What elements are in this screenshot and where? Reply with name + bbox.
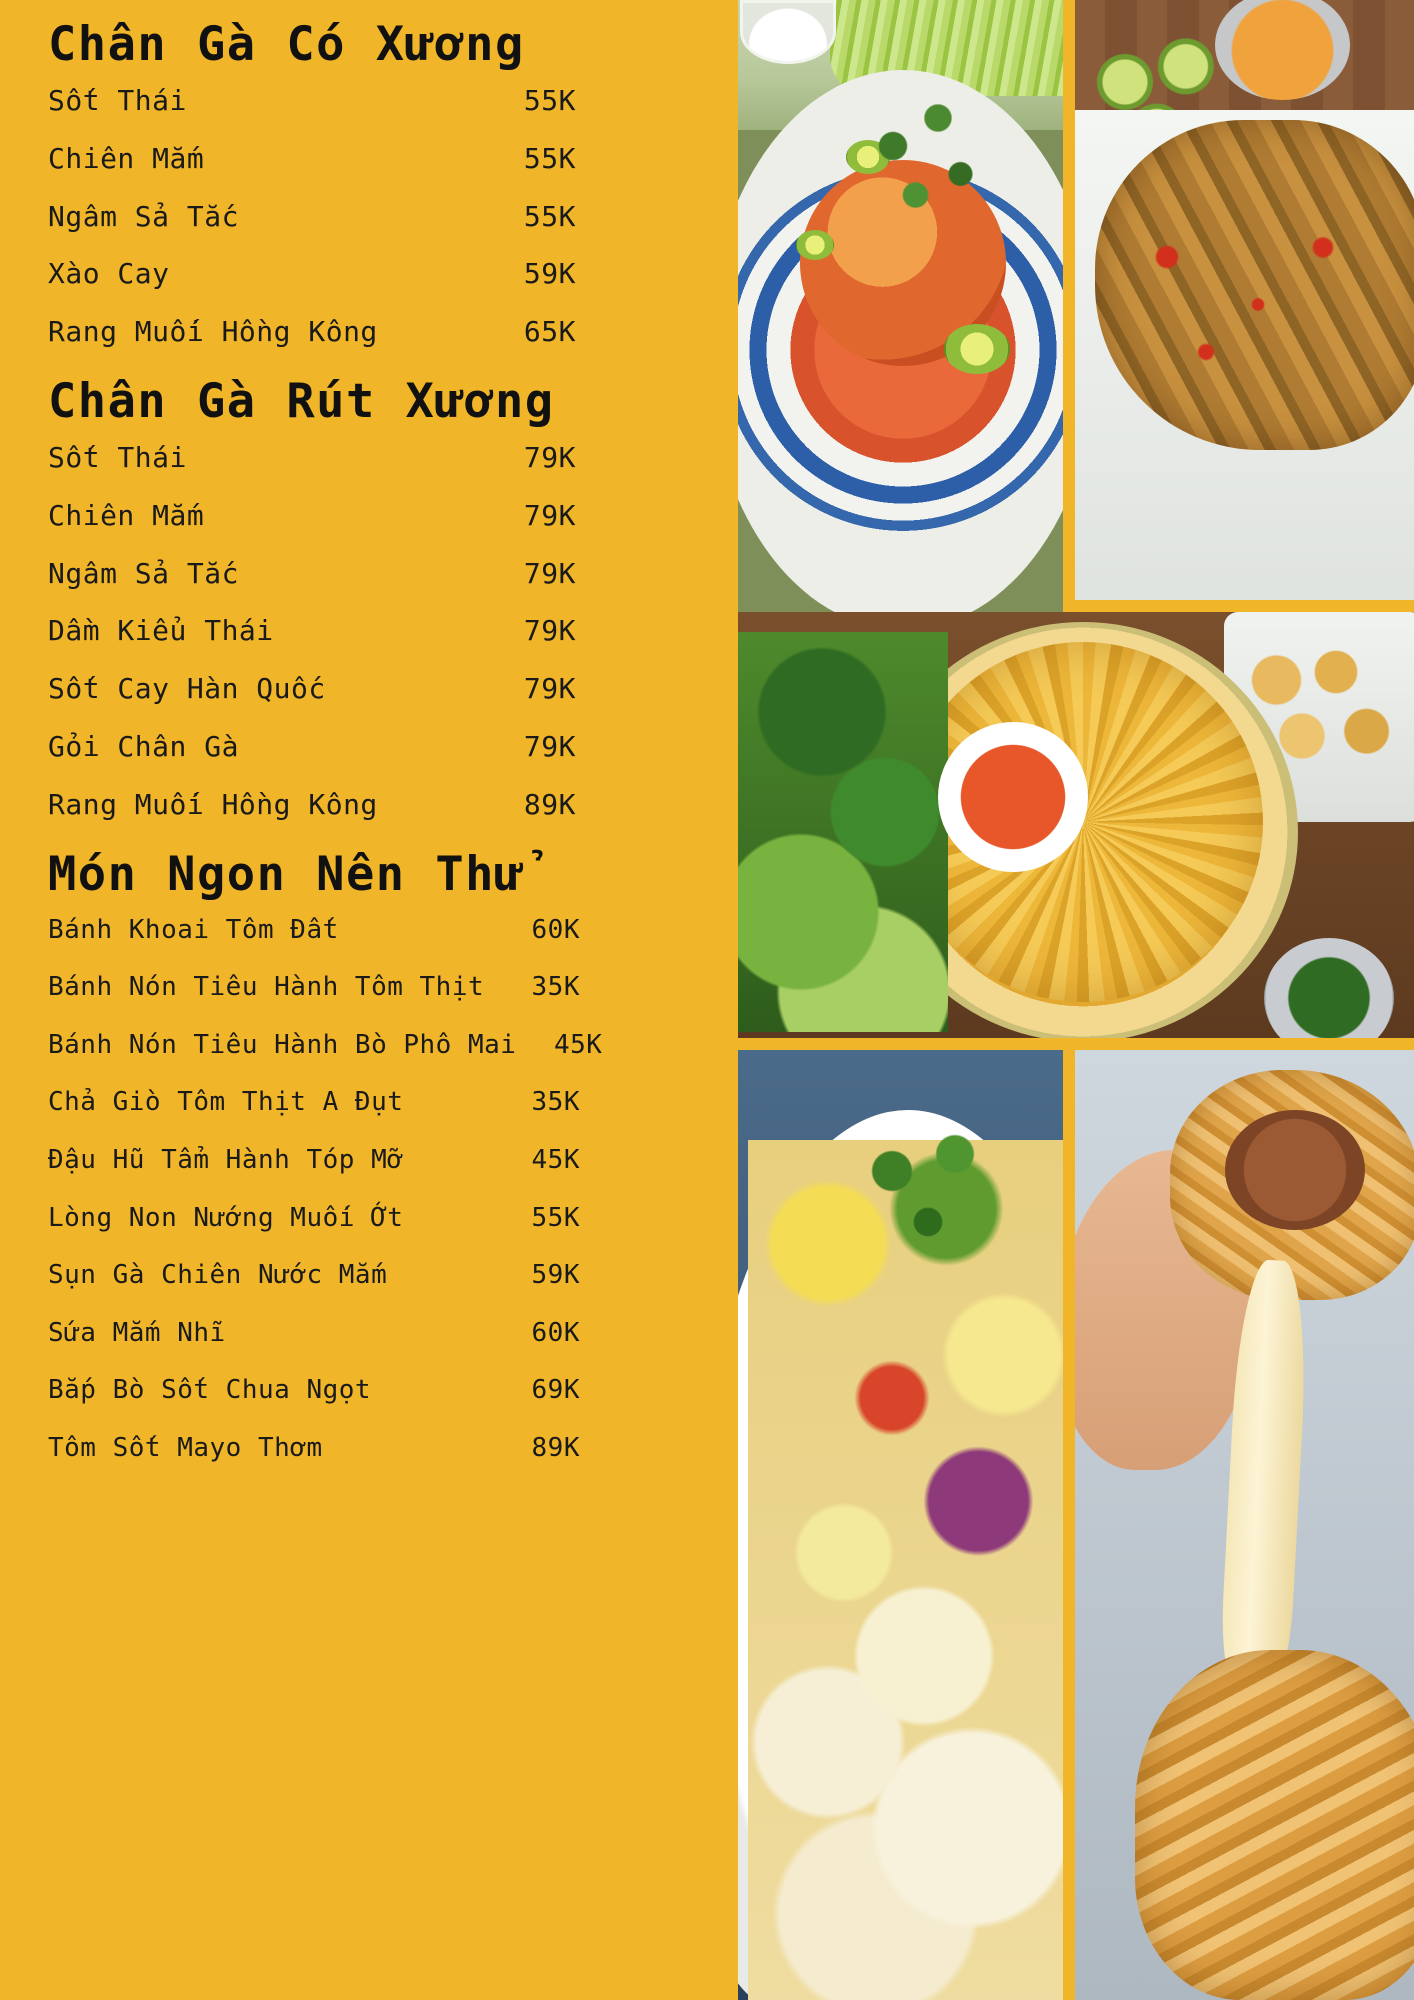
- menu-item: [48, 1146, 728, 1175]
- menu-item-price: 69K: [531, 1375, 580, 1406]
- menu-item-price: 59K: [523, 257, 576, 291]
- menu-item-price: 55K: [523, 84, 576, 118]
- menu-section-3: [48, 848, 728, 1463]
- menu-item-price: 55K: [523, 199, 576, 233]
- menu-item-name: Chiên Mắm: [48, 498, 205, 532]
- menu-item-list-2: [48, 443, 728, 821]
- menu-item-name: Sốt Thái: [48, 84, 187, 118]
- menu-item-name: Đậu Hũ Tẩm Hành Tóp Mỡ: [48, 1145, 404, 1176]
- menu-item: [48, 787, 728, 821]
- menu-item-name: Bắp Bò Sốt Chua Ngọt: [48, 1375, 372, 1406]
- menu-item-name: Chả Giò Tôm Thịt A Đụt: [48, 1087, 404, 1118]
- menu-item-name: Bánh Nón Tiêu Hành Tôm Thịt: [48, 972, 485, 1003]
- menu-item-price: 89K: [531, 1433, 580, 1464]
- menu-item-name: Xào Cay: [48, 257, 170, 291]
- menu-item-name: Sốt Cay Hàn Quốc: [48, 672, 326, 706]
- menu-item: [48, 674, 728, 705]
- menu-item-price: 35K: [531, 972, 580, 1003]
- menu-item: [48, 1088, 728, 1117]
- food-photo-fried-chicken-feet: [1075, 0, 1414, 600]
- menu-item-price: 60K: [531, 1317, 580, 1348]
- menu-item-name: Chiên Mắm: [48, 141, 205, 175]
- menu-item-name: Sứa Mắm Nhĩ: [48, 1317, 226, 1348]
- menu-item: [48, 732, 728, 763]
- menu-item: [48, 443, 728, 474]
- menu-item-name: Rang Muối Hồng Kông: [48, 315, 378, 349]
- menu-item-name: Dầm Kiểu Thái: [48, 614, 274, 648]
- menu-item-price: 59K: [531, 1260, 580, 1291]
- menu-item-name: Bánh Nón Tiêu Hành Bò Phô Mai: [48, 1029, 517, 1060]
- photo-collage: [728, 0, 1414, 2000]
- menu-item-name: Tôm Sốt Mayo Thơm: [48, 1433, 323, 1464]
- menu-section-2: [48, 375, 728, 821]
- section-title-2: Chân Gà Rút Xương: [48, 374, 555, 430]
- menu-item-price: 35K: [531, 1087, 580, 1118]
- menu-item-price: 79K: [523, 672, 576, 706]
- menu-item-list-3: [48, 916, 728, 1463]
- menu-item: [48, 199, 728, 233]
- menu-item: [48, 1376, 728, 1405]
- menu-section-1: [48, 18, 728, 348]
- menu-item-price: 89K: [523, 787, 576, 821]
- menu-item-price: 79K: [523, 441, 576, 475]
- menu-item-price: 79K: [523, 498, 576, 532]
- menu-item: [48, 141, 728, 175]
- menu-item: [48, 1319, 728, 1348]
- menu-item-name: Ngâm Sả Tắc: [48, 556, 239, 590]
- menu-item: [48, 1204, 728, 1233]
- menu-item-price: 65K: [523, 315, 576, 349]
- menu-item-price: 60K: [531, 914, 580, 945]
- menu-item-name: Sốt Thái: [48, 441, 187, 475]
- menu-item-price: 79K: [523, 556, 576, 590]
- menu-item: [48, 916, 728, 945]
- menu-item-name: Ngâm Sả Tắc: [48, 199, 239, 233]
- menu-item-name: Rang Muối Hồng Kông: [48, 787, 378, 821]
- menu-item: [48, 1031, 728, 1060]
- section-title-3: Món Ngon Nên Thử: [48, 846, 525, 902]
- menu-item: [48, 259, 728, 290]
- menu-item-price: 55K: [523, 141, 576, 175]
- menu-item: [48, 498, 728, 532]
- menu-item-name: Gỏi Chân Gà: [48, 730, 239, 764]
- food-photo-thai-sauce-chicken-feet: [738, 0, 1063, 640]
- menu-item-name: Lòng Non Nướng Muối Ớt: [48, 1202, 404, 1233]
- menu-item-name: Sụn Gà Chiên Nước Mắm: [48, 1260, 388, 1291]
- menu-item: [48, 1434, 728, 1463]
- menu-item-price: 79K: [523, 614, 576, 648]
- food-photo-banh-xeo: [738, 612, 1414, 1038]
- menu-item-list-1: [48, 86, 728, 348]
- menu-item-price: 79K: [523, 730, 576, 764]
- menu-item-price: 45K: [531, 1145, 580, 1176]
- food-photo-squid-salad: [738, 1050, 1063, 2000]
- menu-item: [48, 86, 728, 117]
- menu-item: [48, 317, 728, 348]
- menu-item-price: 45K: [553, 1029, 603, 1060]
- menu-item: [48, 1261, 728, 1290]
- food-photo-cheese-pull-roll: [1075, 1050, 1414, 2000]
- menu-item: [48, 556, 728, 590]
- menu-item: [48, 973, 728, 1002]
- menu-item-price: 55K: [531, 1202, 580, 1233]
- menu-item: [48, 616, 728, 647]
- section-title-1: Chân Gà Có Xương: [48, 17, 525, 72]
- menu-item-name: Bánh Khoai Tôm Đất: [48, 914, 339, 945]
